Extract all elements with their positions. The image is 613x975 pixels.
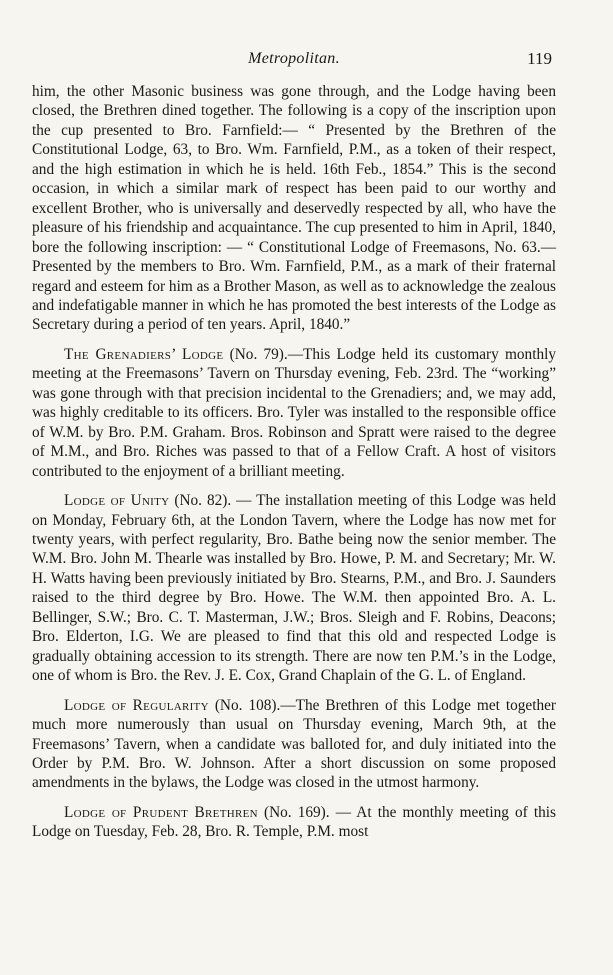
paragraph-grenadiers-lodge [32, 345, 556, 481]
paragraph-text: (No. 169). — At the monthly meeting of this Lodge on Tuesday, Feb. 28, Bro. R. Temple, P.M. most [32, 803, 557, 841]
paragraph-text: (No. 82). — The installation meeting of this Lodge was held on Monday, February 6th, at the London Tavern, where the Lodge has now met for twenty years, with perfect regularity, Bro. Bathe being now the senior member. The W.M. Bro. John M. Thearle was installed by Bro. Howe, P. M. and Secretary; Mr. W. H. Watts having been previously initiated by Bro. Stearns, P.M., and Bro. J. Saunders raised to the third degree by Bro. Howe. The W.M. then appointed Bro. A. L. Bellinger, S.W.; Bro. C. T. Masterman, J.W.; Bros. Sleigh and F. Robins, Deacons; Bro. Elderton, I.G. We are pleased to find that this old and respected Lodge is gradually obtaining accession to its strength. There are now ten P.M.’s in the Lodge, one of whom is Bro. the Rev. J. E. Cox, Grand Chaplain of the G. L. of England. [32, 492, 557, 685]
paragraph-text: (No. 79).—This Lodge held its customary monthly meeting at the Freemasons’ Tavern on Thursday evening, Feb. 23rd. The “working” was gone through with that precision incidental to the Grenadiers; and, we may add, was highly creditable to its officers. Bro. Tyler was installed to the responsible office of W.M. by Bro. P.M. Graham. Bros. Robinson and Spratt were raised to the degree of M.M., and Bro. Riches was passed to that of a Fellow Craft. A host of visitors contributed to the enjoyment of a brilliant meeting. [32, 345, 556, 480]
paragraph-lodge-of-unity [32, 491, 556, 686]
paragraph-heading: Lodge of Unity [64, 492, 170, 510]
page-header [32, 50, 556, 76]
paragraph-heading: Lodge of Prudent Brethren [64, 803, 258, 821]
paragraph-lodge-of-prudent-brethren [32, 803, 556, 842]
page-number: 119 [527, 49, 552, 68]
paragraph-text: (No. 108).—The Brethren of this Lodge met together much more numerously than usual on Thursday evening, March 9th, at the Freemasons’ Tavern, when a candidate was balloted for, and duly initiated into the Order by P.M. Bro. W. Johnson. After a short discussion on some proposed amendments in the bylaws, the Lodge was closed in the utmost harmony. [32, 696, 556, 792]
body-text [32, 82, 556, 842]
paragraph-heading: Lodge of Regularity [64, 696, 209, 714]
paragraph-lodge-of-regularity [32, 696, 556, 793]
paragraph-heading: The Grenadiers’ Lodge [64, 345, 224, 363]
running-head: Metropolitan. [248, 50, 340, 67]
book-page [32, 0, 556, 975]
paragraph-text: him, the other Masonic business was gone through, and the Lodge having been closed, the Brethren dined together. The following is a copy of the inscription upon the cup presented to Bro. Farnfield:— “ Presented by the Brethren of the Constitutional Lodge, 63, to Bro. Wm. Farnfield, P.M., as a token of their respect, and the high estimation in which he is held. 16th Feb., 1854.” This is the second occasion, in which a similar mark of respect has been paid to our worthy and excellent Brother, who is universally and deservedly respected by all, who have the pleasure of his friendship and acquaintance. The cup presented to him in April, 1840, bore the following inscription: — “ Constitutional Lodge of Freemasons, No. 63.—Presented by the members to Bro. Wm. Farnfield, P.M., as a mark of their fraternal regard and esteem for him as a Brother Mason, as well as to acknowledge the zealous and indefatigable manner in which he has promoted the best interests of the Lodge as Secretary during a period of ten years. April, 1840.” [32, 83, 556, 334]
paragraph-constitutional-lodge [32, 82, 556, 335]
